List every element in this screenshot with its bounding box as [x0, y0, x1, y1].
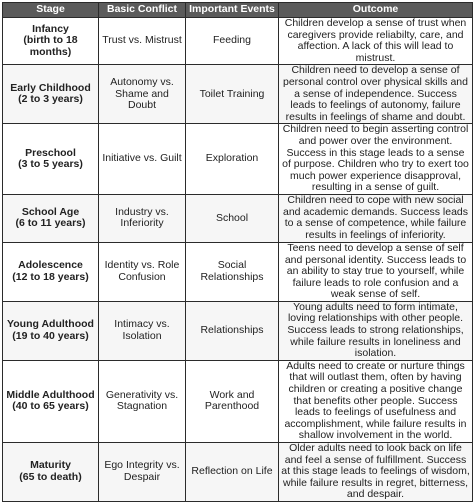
stage-cell	[3, 124, 99, 195]
table-header	[3, 3, 473, 18]
table-row	[3, 124, 473, 195]
stage-age: (6 to 11 years)	[15, 217, 86, 230]
table-row	[3, 360, 473, 442]
conflict-cell: Intimacy vs. Isolation	[99, 301, 186, 360]
stage-name: Early Childhood	[10, 81, 91, 94]
events-cell: School	[186, 194, 279, 242]
stage-name: Infancy	[32, 22, 69, 35]
events-cell: Reflection on Life	[186, 443, 279, 502]
erikson-stages-table	[2, 2, 473, 502]
conflict-cell: Identity vs. Role Confusion	[99, 242, 186, 301]
stage-cell	[3, 443, 99, 502]
outcome-cell: Children need to begin asserting control and power over the environment. Success in this stage leads to a sense of purpose. Children who try to exert too much power experience disapproval, resulting in a sense of guilt.	[279, 124, 473, 195]
header-outcome: Outcome	[279, 3, 473, 18]
header-important-events: Important Events	[186, 3, 279, 18]
conflict-cell: Autonomy vs. Shame and Doubt	[99, 65, 186, 124]
events-cell: Relationships	[186, 301, 279, 360]
header-row	[3, 3, 473, 18]
stage-age: (3 to 5 years)	[18, 158, 83, 171]
events-cell: Work and Parenthood	[186, 360, 279, 442]
outcome-cell: Older adults need to look back on life and feel a sense of fulfillment. Success at this stage leads to feelings of wisdom, while failure results in regret, bitterness, and despair.	[279, 443, 473, 502]
conflict-cell: Initiative vs. Guilt	[99, 124, 186, 195]
stage-age: (birth to 18 months)	[23, 34, 78, 58]
stage-age: (19 to 40 years)	[12, 329, 89, 342]
stage-cell	[3, 65, 99, 124]
table-row	[3, 242, 473, 301]
page	[2, 2, 472, 501]
table-row	[3, 443, 473, 502]
stage-name: Young Adulthood	[7, 318, 94, 331]
stage-name: Adolescence	[18, 259, 83, 272]
events-cell: Exploration	[186, 124, 279, 195]
stage-name: Maturity	[30, 459, 71, 472]
stage-age: (65 to death)	[19, 470, 82, 483]
header-basic-conflict: Basic Conflict	[99, 3, 186, 18]
stage-age: (40 to 65 years)	[12, 400, 89, 413]
conflict-cell: Generativity vs. Stagnation	[99, 360, 186, 442]
events-cell: Feeding	[186, 18, 279, 65]
outcome-cell: Adults need to create or nurture things that will outlast them, often by having children or creating a positive change that benefits other people. Success leads to feelings of usefulness and accomplishment, while failure results in shallow involvement in the world.	[279, 360, 473, 442]
events-cell: Toilet Training	[186, 65, 279, 124]
table-row	[3, 301, 473, 360]
stage-age: (12 to 18 years)	[12, 270, 89, 283]
stage-age: (2 to 3 years)	[18, 93, 83, 106]
stage-cell	[3, 360, 99, 442]
outcome-cell: Children develop a sense of trust when caregivers provide reliabilty, care, and affection. A lack of this will lead to mistrust.	[279, 18, 473, 65]
stage-cell	[3, 242, 99, 301]
stage-name: Preschool	[25, 146, 76, 159]
outcome-cell: Teens need to develop a sense of self and personal identity. Success leads to an ability to stay true to yourself, while failure leads to role confusion and a weak sense of self.	[279, 242, 473, 301]
stage-cell	[3, 18, 99, 65]
stage-name: School Age	[21, 205, 80, 218]
stage-cell	[3, 194, 99, 242]
conflict-cell: Ego Integrity vs. Despair	[99, 443, 186, 502]
table-row	[3, 65, 473, 124]
outcome-cell: Children need to develop a sense of personal control over physical skills and a sense of independence. Success leads to feelings of autonomy, failure results in feelings of shame and doubt.	[279, 65, 473, 124]
outcome-cell: Young adults need to form intimate, loving relationships with other people. Success leads to strong relationships, while failure results in loneliness and isolation.	[279, 301, 473, 360]
table-row	[3, 18, 473, 65]
stage-cell	[3, 301, 99, 360]
conflict-cell: Industry vs. Inferiority	[99, 194, 186, 242]
table-row	[3, 194, 473, 242]
table-body	[3, 18, 473, 502]
events-cell: Social Relationships	[186, 242, 279, 301]
stage-name: Middle Adulthood	[6, 388, 95, 401]
outcome-cell: Children need to cope with new social and academic demands. Success leads to a sense of competence, while failure results in feelings of inferiority.	[279, 194, 473, 242]
header-stage: Stage	[3, 3, 99, 18]
conflict-cell: Trust vs. Mistrust	[99, 18, 186, 65]
